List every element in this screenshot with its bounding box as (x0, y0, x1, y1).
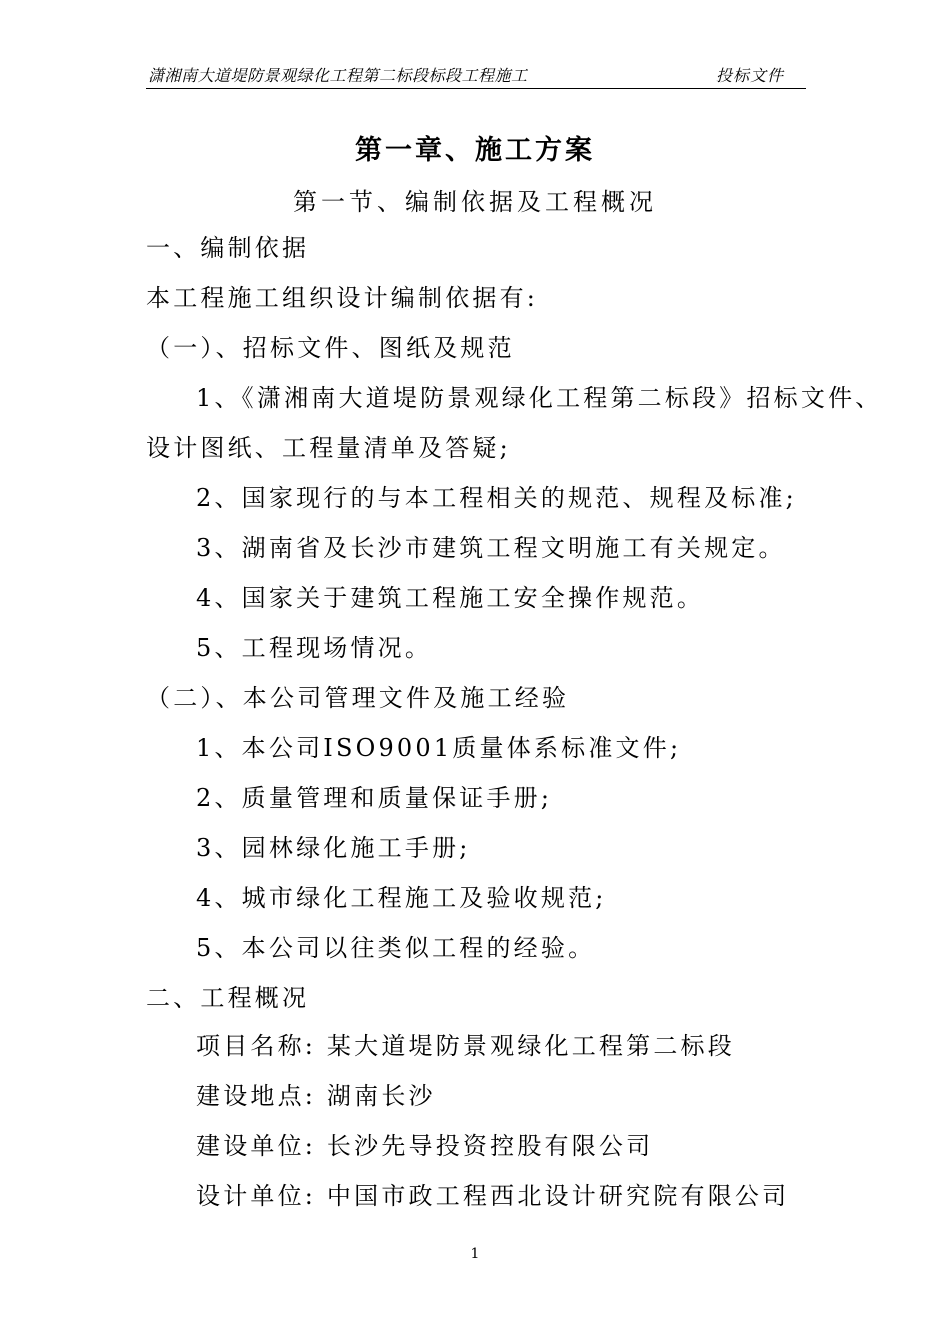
list-item: 5、工程现场情况。 (196, 634, 433, 662)
heading-compilation-basis: 一、编制依据 (146, 234, 310, 262)
list-item: 1、《潇湘南大道堤防景观绿化工程第二标段》招标文件、 (196, 384, 883, 412)
section-title: 第一节、编制依据及工程概况 (293, 188, 657, 216)
project-name: 项目名称: 某大道堤防景观绿化工程第二标段 (196, 1032, 735, 1060)
project-location: 建设地点: 湖南长沙 (196, 1082, 436, 1110)
page-header (146, 64, 806, 89)
heading-project-overview: 二、工程概况 (146, 984, 310, 1012)
list-item: 5、本公司以往类似工程的经验。 (196, 934, 596, 962)
list-item: 3、湖南省及长沙市建筑工程文明施工有关规定。 (196, 534, 786, 562)
list-item: 1、本公司ISO9001质量体系标准文件; (196, 734, 682, 762)
subheading-company-docs: （二）、本公司管理文件及施工经验 (146, 684, 570, 712)
list-item: 4、城市绿化工程施工及验收规范; (196, 884, 607, 912)
page-number: 1 (470, 1246, 480, 1262)
list-item: 3、园林绿化施工手册; (196, 834, 471, 862)
header-doc-type: 投标文件 (716, 66, 785, 85)
list-item-continuation: 设计图纸、工程量清单及答疑; (146, 434, 511, 462)
paragraph-intro: 本工程施工组织设计编制依据有: (146, 284, 539, 312)
project-owner: 建设单位: 长沙先导投资控股有限公司 (196, 1132, 654, 1160)
project-designer: 设计单位: 中国市政工程西北设计研究院有限公司 (196, 1182, 790, 1210)
list-item: 4、国家关于建筑工程施工安全操作规范。 (196, 584, 705, 612)
list-item: 2、质量管理和质量保证手册; (196, 784, 553, 812)
chapter-title: 第一章、施工方案 (355, 135, 595, 166)
subheading-tender-docs: （一）、招标文件、图纸及规范 (146, 334, 515, 362)
header-title: 潇湘南大道堤防景观绿化工程第二标段标段工程施工 (148, 66, 528, 85)
list-item: 2、国家现行的与本工程相关的规范、规程及标准; (196, 484, 797, 512)
